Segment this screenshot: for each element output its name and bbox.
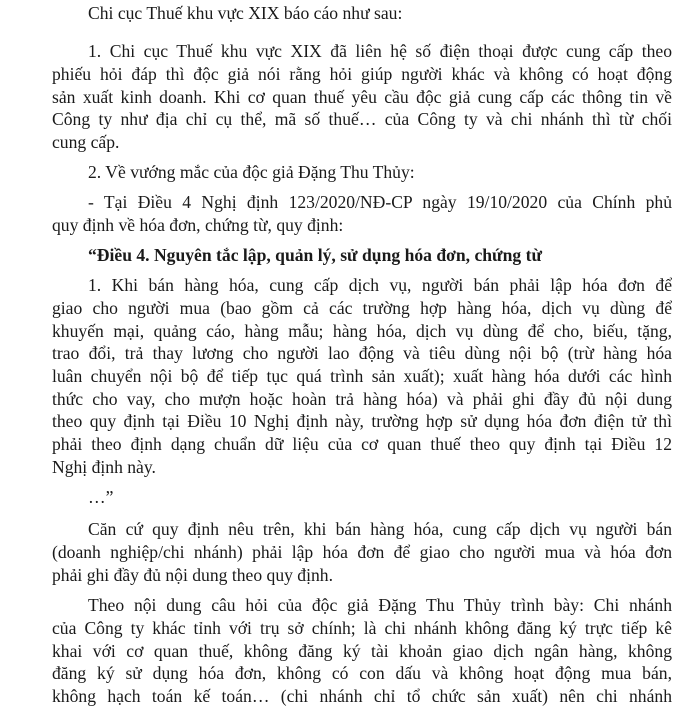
section2-heading: 2. Về vướng mắc của độc giả Đặng Thu Thủy: [88,162,415,182]
section1-line: Công ty như địa chỉ cụ thể, mã số thuế… của Công ty và chi nhánh thì từ chối [52,109,672,129]
analysis-line: không hạch toán kế toán… (chi nhánh chỉ tổ chức sản xuất) nên chi nhánh [52,686,672,706]
decree-intro-line: - Tại Điều 4 Nghị định 123/2020/NĐ-CP ngày 19/10/2020 của Chính phủ [88,192,672,212]
article-clause-line: thức cho vay, cho mượn hoặc hoàn trả hàng hóa) và phải ghi đầy đủ nội dung [52,389,672,409]
analysis-line: của Công ty khác tỉnh với trụ sở chính; là chi nhánh không đăng ký trực tiếp kê [52,618,672,638]
conclusion-line: (doanh nghiệp/chi nhánh) phải lập hóa đơn để giao cho người mua và hóa đơn [52,542,672,562]
article-clause-line: theo quy định tại Điều 10 Nghị định này, trường hợp sử dụng hóa đơn điện tử thì [52,411,672,431]
article-clause-line: giao cho người mua (bao gồm cả các trường hợp hàng hóa, dịch vụ dùng để [52,298,672,318]
article-clause-line: 1. Khi bán hàng hóa, cung cấp dịch vụ, người bán phải lập hóa đơn để [88,275,672,295]
article-clause-line: Nghị định này. [52,457,156,477]
analysis-line: khai với cơ quan thuế, không đăng ký tài khoản giao dịch ngân hàng, không [52,641,672,661]
section1-line: sản xuất kinh doanh. Khi cơ quan thuế yêu cầu độc giả cung cấp các thông tin về [52,87,672,107]
analysis-line: đăng ký sử dụng hóa đơn, không có con dấu và không hoạt động mua bán, [52,663,672,683]
article-ellipsis: …” [88,487,114,507]
analysis-line: Theo nội dung câu hỏi của độc giả Đặng Thu Thủy trình bày: Chi nhánh [88,595,672,615]
article-clause-line: khuyến mại, quảng cáo, hàng mẫu; hàng hóa, dịch vụ dùng để cho, biếu, tặng, [52,321,672,341]
article-clause-line: trao đổi, trả thay lương cho người lao động và tiêu dùng nội bộ (trừ hàng hóa [52,343,672,363]
conclusion-line: phải ghi đầy đủ nội dung theo quy định. [52,565,333,585]
section1-line: 1. Chi cục Thuế khu vực XIX đã liên hệ số điện thoại được cung cấp theo [88,41,672,61]
decree-intro-line: quy định về hóa đơn, chứng từ, quy định: [52,215,344,235]
intro-line: Chi cục Thuế khu vực XIX báo cáo như sau: [88,3,403,23]
article-clause-line: luân chuyển nội bộ để tiếp tục quá trình sản xuất); xuất hàng hóa dưới các hình [52,366,672,386]
conclusion-line: Căn cứ quy định nêu trên, khi bán hàng hóa, cung cấp dịch vụ người bán [88,519,672,539]
article-title: “Điều 4. Nguyên tắc lập, quản lý, sử dụng hóa đơn, chứng từ [88,245,543,265]
section1-line: cung cấp. [52,132,120,152]
article-clause-line: phải theo định dạng chuẩn dữ liệu của cơ quan thuế theo quy định tại Điều 12 [52,434,672,454]
section1-line: phiếu hỏi đáp thì độc giả nói rằng hỏi giúp người khác và không có hoạt động [52,64,672,84]
